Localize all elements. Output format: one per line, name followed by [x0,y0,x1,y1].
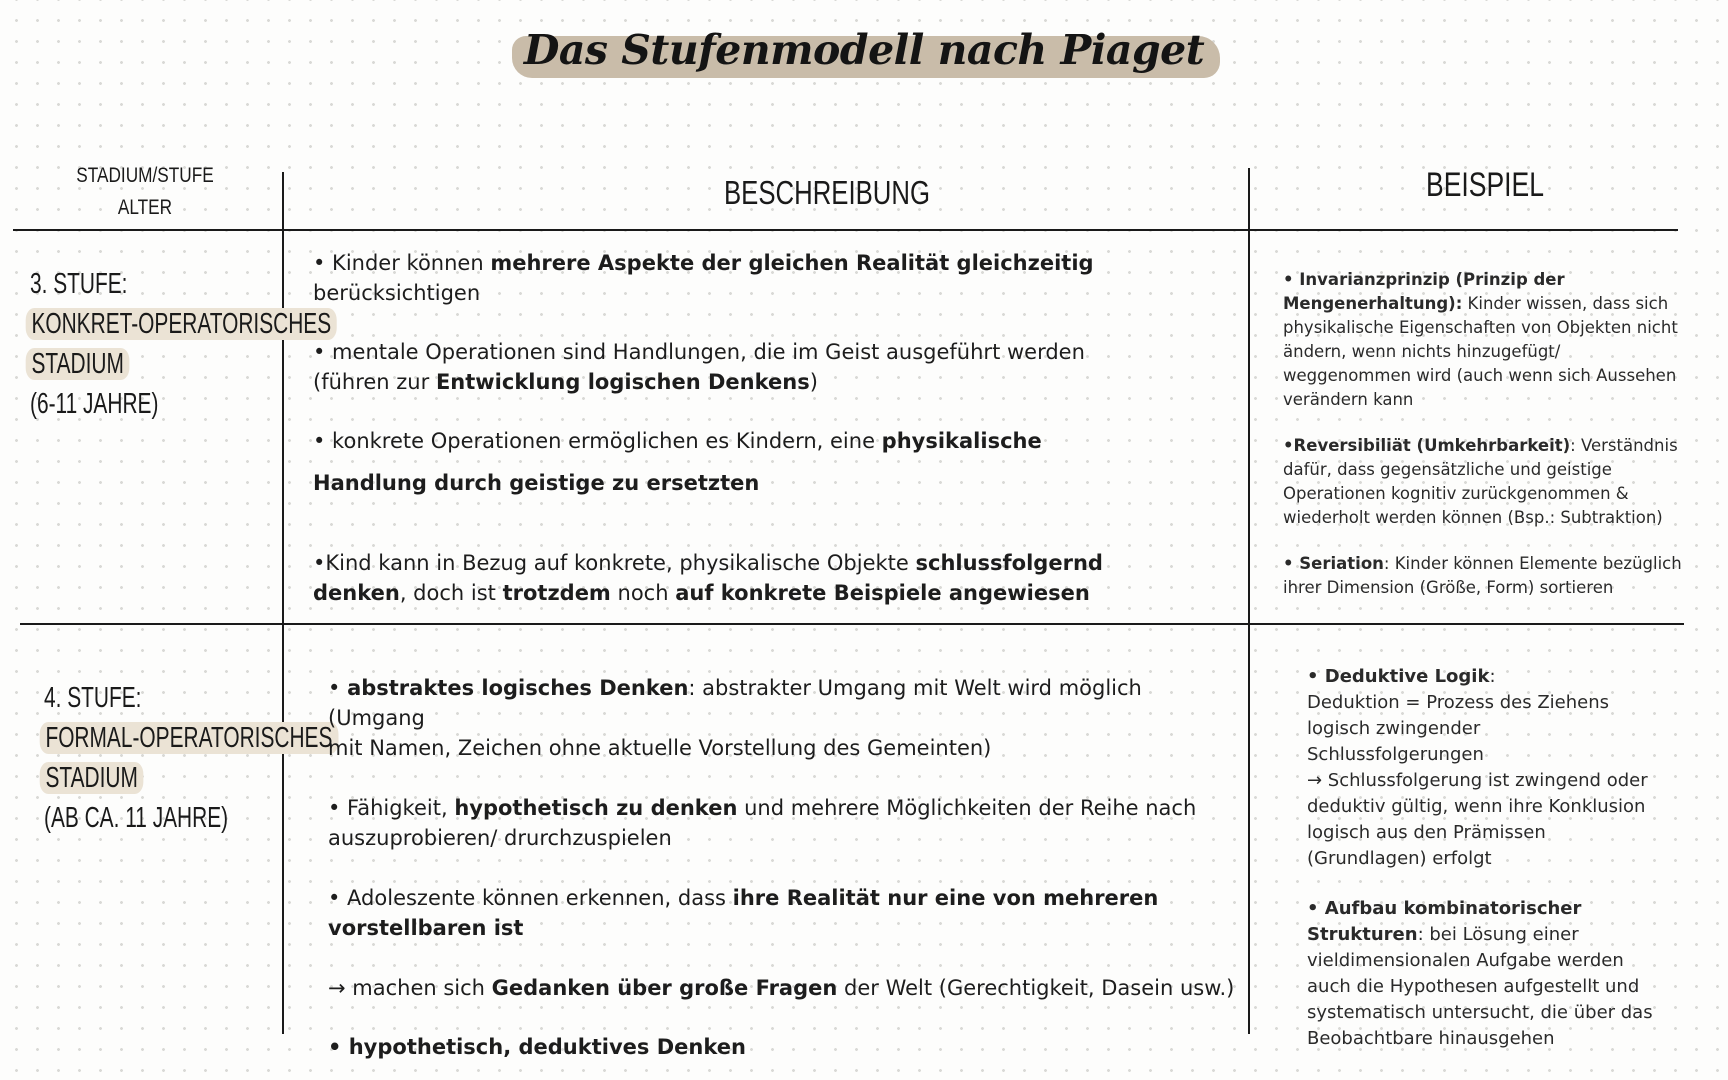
header-stage-label: STADIUM/STUFE [76,164,214,187]
stage3-desc-item2: • mentale Operationen sind Handlungen, die im Geist ausgeführt werden (führen zur Entwicklung logischen Denkens) [313,340,1085,394]
header-example: BEISPIEL [1426,166,1544,204]
stage3-example-seriation: • Seriation: Kinder können Elemente bezüglich ihrer Dimension (Größe, Form) sortieren [1283,554,1682,597]
header-stage-age [51,160,240,224]
stage4-desc-item3: • Adoleszente können erkennen, dass ihre Realität nur eine von mehreren vorstellbaren ist [328,886,1159,940]
stage4-examples [1307,664,1697,1052]
page-title: Das Stufenmodell nach Piaget [506,22,1222,82]
stage3-name-line2: STADIUM [26,348,130,380]
stage4-name-line2: STADIUM [40,762,144,794]
stage4-desc-item2: • Fähigkeit, hypothetisch zu denken und mehrere Möglichkeiten der Reihe nach auszuprobieren/ drurchzuspielen [328,796,1197,850]
stage4-desc-item1: • abstraktes logisches Denken: abstrakter Umgang mit Welt wird möglich (Umgang mit Namen, Zeichen ohne aktuelle Vorstellung des Gemeinten) [328,676,1142,760]
row-divider [20,623,1684,625]
stage4-description [328,673,1238,1062]
stage3-desc-item4: •Kind kann in Bezug auf konkrete, physikalische Objekte schlussfolgernd denken, doch ist trotzdem noch auf konkrete Beispiele angewiesen [313,551,1103,605]
stage3-description [313,248,1233,608]
stage3-cell [30,264,337,424]
stage3-desc-item1: • Kinder können mehrere Aspekte der gleichen Realität gleichzeitig berücksichtigen [313,251,1094,305]
stage3-label: 3. STUFE: [30,268,128,300]
stage3-example-invarianz: • Invarianzprinzip (Prinzip der Mengenerhaltung): Kinder wissen, dass sich physikalische Eigenschaften von Objekten nicht ändern, wenn nichts hinzugefügt/ weggenommen wird (auch wenn sich Aussehen verändern kann [1283,270,1678,409]
stage4-desc-item5: • hypothetisch, deduktives Denken [328,1035,746,1059]
stage4-label: 4. STUFE: [44,682,142,714]
stage4-example-deduktive-logik: • Deduktive Logik: Deduktion = Prozess des Ziehens logisch zwingender Schlussfolgerungen → Schlussfolgerung ist zwingend oder deduktiv gültig, wenn ihre Konklusion logisch aus den Prämissen (Grundlagen) erfolgt [1307,666,1648,869]
stage4-name-line1: FORMAL-OPERATORISCHES [40,722,338,754]
stage3-desc-item3: • konkrete Operationen ermöglichen es Kindern, eine physikalische Handlung durch geistige zu ersetzten [313,429,1042,495]
header-divider [13,229,1678,231]
header-age-label: ALTER [117,196,173,219]
column-divider-right [1248,168,1250,1034]
stage4-age: (AB CA. 11 JAHRE) [44,802,229,834]
stage3-age: (6-11 JAHRE) [30,388,159,420]
stage3-examples [1283,268,1683,600]
stage4-desc-item4: → machen sich Gedanken über große Fragen der Welt (Gerechtigkeit, Dasein usw.) [328,976,1235,1000]
title-container [0,22,1728,82]
stage4-example-kombinatorik: • Aufbau kombinatorischer Strukturen: bei Lösung einer vieldimensionalen Aufgabe werden auch die Hypothesen aufgestellt und systematisch untersucht, die über das Beobachtbare hinausgehen [1307,898,1653,1049]
stage3-name-line1: KONKRET-OPERATORISCHES [26,308,337,340]
header-description: BESCHREIBUNG [724,174,930,211]
stage3-example-reversibilitaet: •Reversibiliät (Umkehrbarkeit): Verständnis dafür, dass gegensätzliche und geistige Operationen kognitiv zurückgenommen & wiederholt werden können (Bsp.: Subtraktion) [1283,436,1678,527]
stage4-cell [44,678,338,838]
